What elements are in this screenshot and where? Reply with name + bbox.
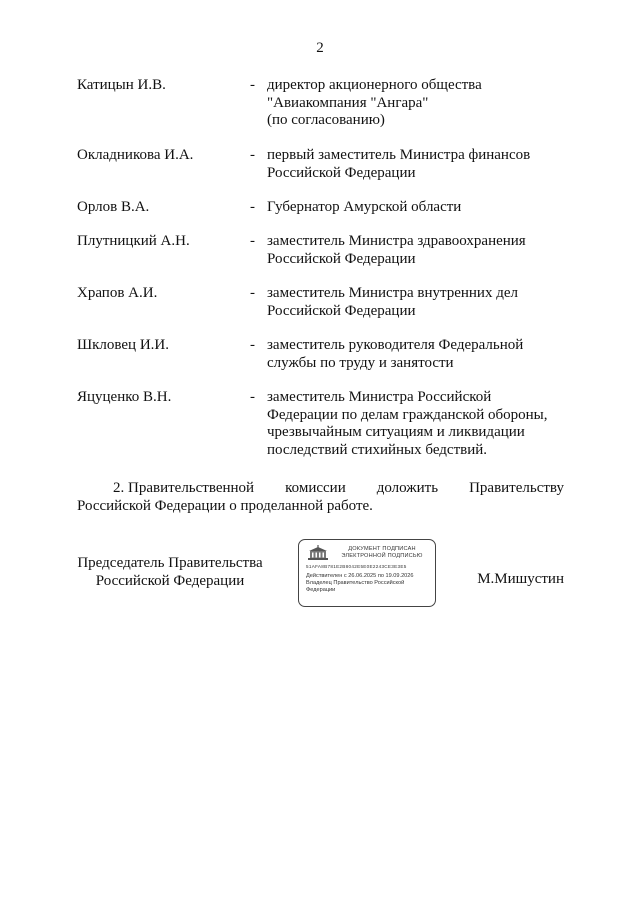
signer-position-line: Российской Федерации xyxy=(95,573,245,589)
stamp-details xyxy=(306,573,432,594)
member-role-line: Федерации по делам гражданской обороны, xyxy=(267,406,548,423)
member-role-line: заместитель Министра здравоохранения xyxy=(267,233,526,249)
member-role xyxy=(267,389,597,459)
paragraph-word: 2. Правительственной xyxy=(113,480,255,496)
member-role-line: Российской Федерации xyxy=(267,302,416,319)
member-name: Храпов А.И. xyxy=(77,285,158,301)
certificate-number: 51AFA8B781E2B8042E5E0E2243CE3E3E5 xyxy=(306,564,407,569)
member-role-line: Губернатор Амурской области xyxy=(267,199,462,215)
validity-period: Действителен с 26.06.2025 по 19.09.2026 xyxy=(306,573,414,579)
member-dash: - xyxy=(250,285,255,301)
instruction-paragraph xyxy=(77,479,564,515)
member-role-line: заместитель руководителя Федеральной xyxy=(267,337,524,353)
member-role-line: (по согласованию) xyxy=(267,112,385,128)
member-role xyxy=(267,337,597,372)
member-dash: - xyxy=(250,337,255,353)
member-name: Катицын И.В. xyxy=(77,77,166,93)
member-role xyxy=(267,285,597,320)
member-role-line: первый заместитель Министра финансов xyxy=(267,147,531,163)
member-role xyxy=(267,233,597,268)
member-role xyxy=(267,147,597,182)
certificate-owner: Владелец Правительство Российской xyxy=(306,580,405,586)
signer-position-line: Председатель Правительства xyxy=(77,555,263,571)
member-name: Яцуценко В.Н. xyxy=(77,389,172,405)
member-role-line: "Авиакомпания "Ангара" xyxy=(267,94,429,111)
member-role xyxy=(267,199,597,217)
building-emblem-icon xyxy=(307,545,329,561)
member-role-line: Российской Федерации xyxy=(267,250,416,267)
certificate-owner: Федерации xyxy=(306,587,336,593)
member-role xyxy=(267,77,597,130)
signer-position xyxy=(70,554,270,590)
member-dash: - xyxy=(250,77,255,93)
stamp-title xyxy=(331,546,433,560)
member-dash: - xyxy=(250,147,255,163)
paragraph-line xyxy=(77,479,564,497)
paragraph-word: комиссии xyxy=(285,480,346,496)
paragraph-line: Российской Федерации о проделанной работе. xyxy=(77,498,373,514)
electronic-signature-stamp xyxy=(298,539,436,607)
paragraph-word: доложить xyxy=(376,480,439,496)
member-dash: - xyxy=(250,199,255,215)
member-dash: - xyxy=(250,389,255,405)
page-number: 2 xyxy=(316,40,324,56)
member-role-line: службы по труду и занятости xyxy=(267,354,454,371)
stamp-title-line: ЭЛЕКТРОННОЙ ПОДПИСЬЮ xyxy=(341,553,423,559)
member-role-line: заместитель Министра Российской xyxy=(267,389,492,405)
paragraph-word: Правительству xyxy=(469,480,564,496)
stamp-title-line: ДОКУМЕНТ ПОДПИСАН xyxy=(348,546,416,552)
member-role-line: директор акционерного общества xyxy=(267,77,482,93)
member-role-line: последствий стихийных бедствий. xyxy=(267,441,488,458)
member-dash: - xyxy=(250,233,255,249)
member-name: Шкловец И.И. xyxy=(77,337,169,353)
member-name: Орлов В.А. xyxy=(77,199,150,215)
member-role-line: чрезвычайным ситуациям и ликвидации xyxy=(267,424,525,440)
member-role-line: заместитель Министра внутренних дел xyxy=(267,285,518,301)
member-name: Окладникова И.А. xyxy=(77,147,194,163)
member-name: Плутницкий А.Н. xyxy=(77,233,190,249)
signer-name: М.Мишустин xyxy=(477,571,564,587)
member-role-line: Российской Федерации xyxy=(267,164,416,181)
